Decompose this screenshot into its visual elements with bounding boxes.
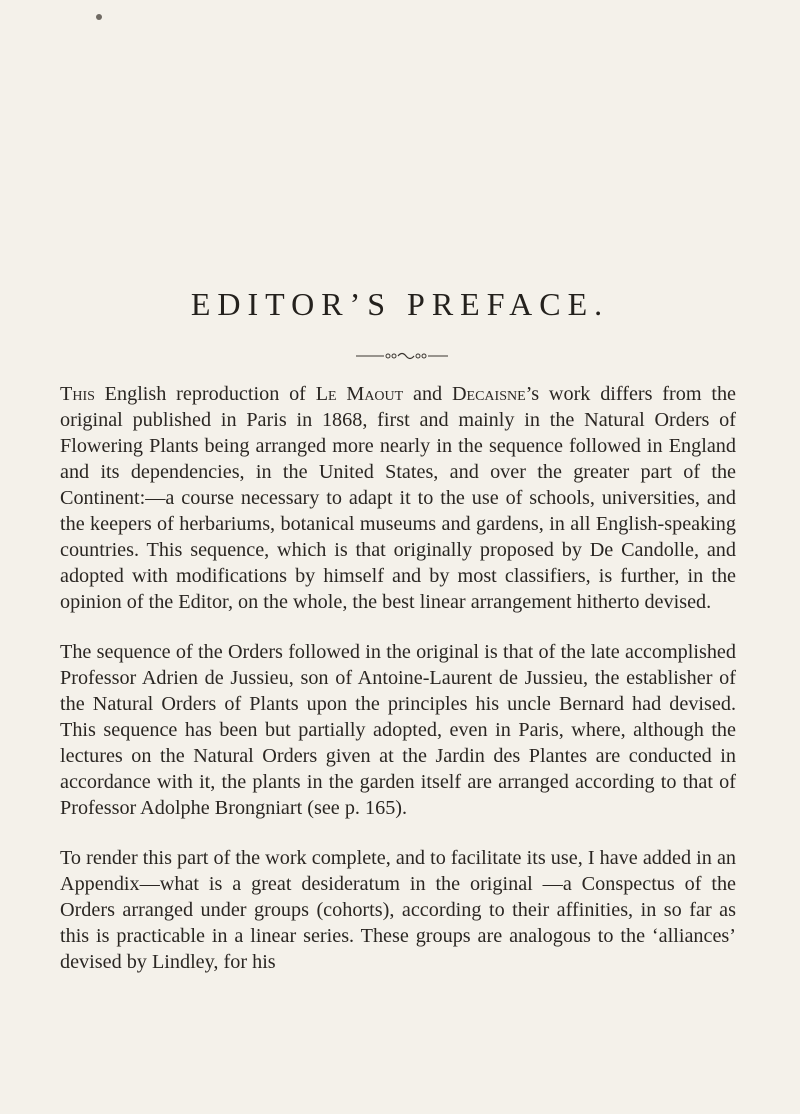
ornament-rule — [356, 351, 448, 361]
preface-body — [60, 381, 736, 975]
paragraph-1-segment: Le Maout — [315, 383, 404, 405]
paragraph-2-segment: The sequence of the Orders followed in the original is that of the late accomplished Professor Adrien de Jussieu, son of Antoine-Laurent de Jussieu, the establisher of the Natural Orders of Plants upon the principles his uncle Bernard had devised. This sequence has been but partially adopted, even in Paris, where, although the lectures on the Natural Orders given at the Jardin des Plantes are conducted in accordance with it, the plants in the garden itself are arranged according to that of Professor Adolphe Brongniart (see p. 165). — [60, 641, 736, 819]
paragraph-1-segment: and — [403, 383, 452, 405]
paragraph-1-segment: English reproduction of — [94, 383, 316, 405]
paragraph-1-segment: This — [60, 383, 95, 405]
paragraph-3 — [60, 845, 736, 975]
page-title: EDITOR’S PREFACE. — [190, 286, 610, 322]
ink-speck — [96, 14, 102, 20]
paragraph-1 — [60, 381, 736, 615]
paragraph-3-segment: To render this part of the work complete, and to facilitate its use, I have added in an Appendix—what is a great desideratum in the original —a Conspectus of the Orders arranged under groups (cohorts), according to their affinities, in so far as this is practicable in a linear series. These groups are analogous to the ‘alliances’ devised by Lindley, for his — [60, 847, 736, 973]
paragraph-2 — [60, 639, 736, 821]
paragraph-1-segment: Decaisne — [451, 383, 526, 405]
paragraph-1-segment: ’s work differs from the original published in Paris in 1868, first and mainly in the Natural Orders of Flowering Plants being arranged more nearly in the sequence followed in England and its dependencies, in the United States, and over the greater part of the Continent:—a course necessary to adapt it to the use of schools, universities, and the keepers of herbariums, botanical museums and gardens, in all English-speaking countries. This sequence, which is that originally proposed by De Candolle, and adopted with modifications by himself and by most classifiers, is further, in the opinion of the Editor, on the whole, the best linear arrangement hitherto devised. — [60, 383, 736, 613]
